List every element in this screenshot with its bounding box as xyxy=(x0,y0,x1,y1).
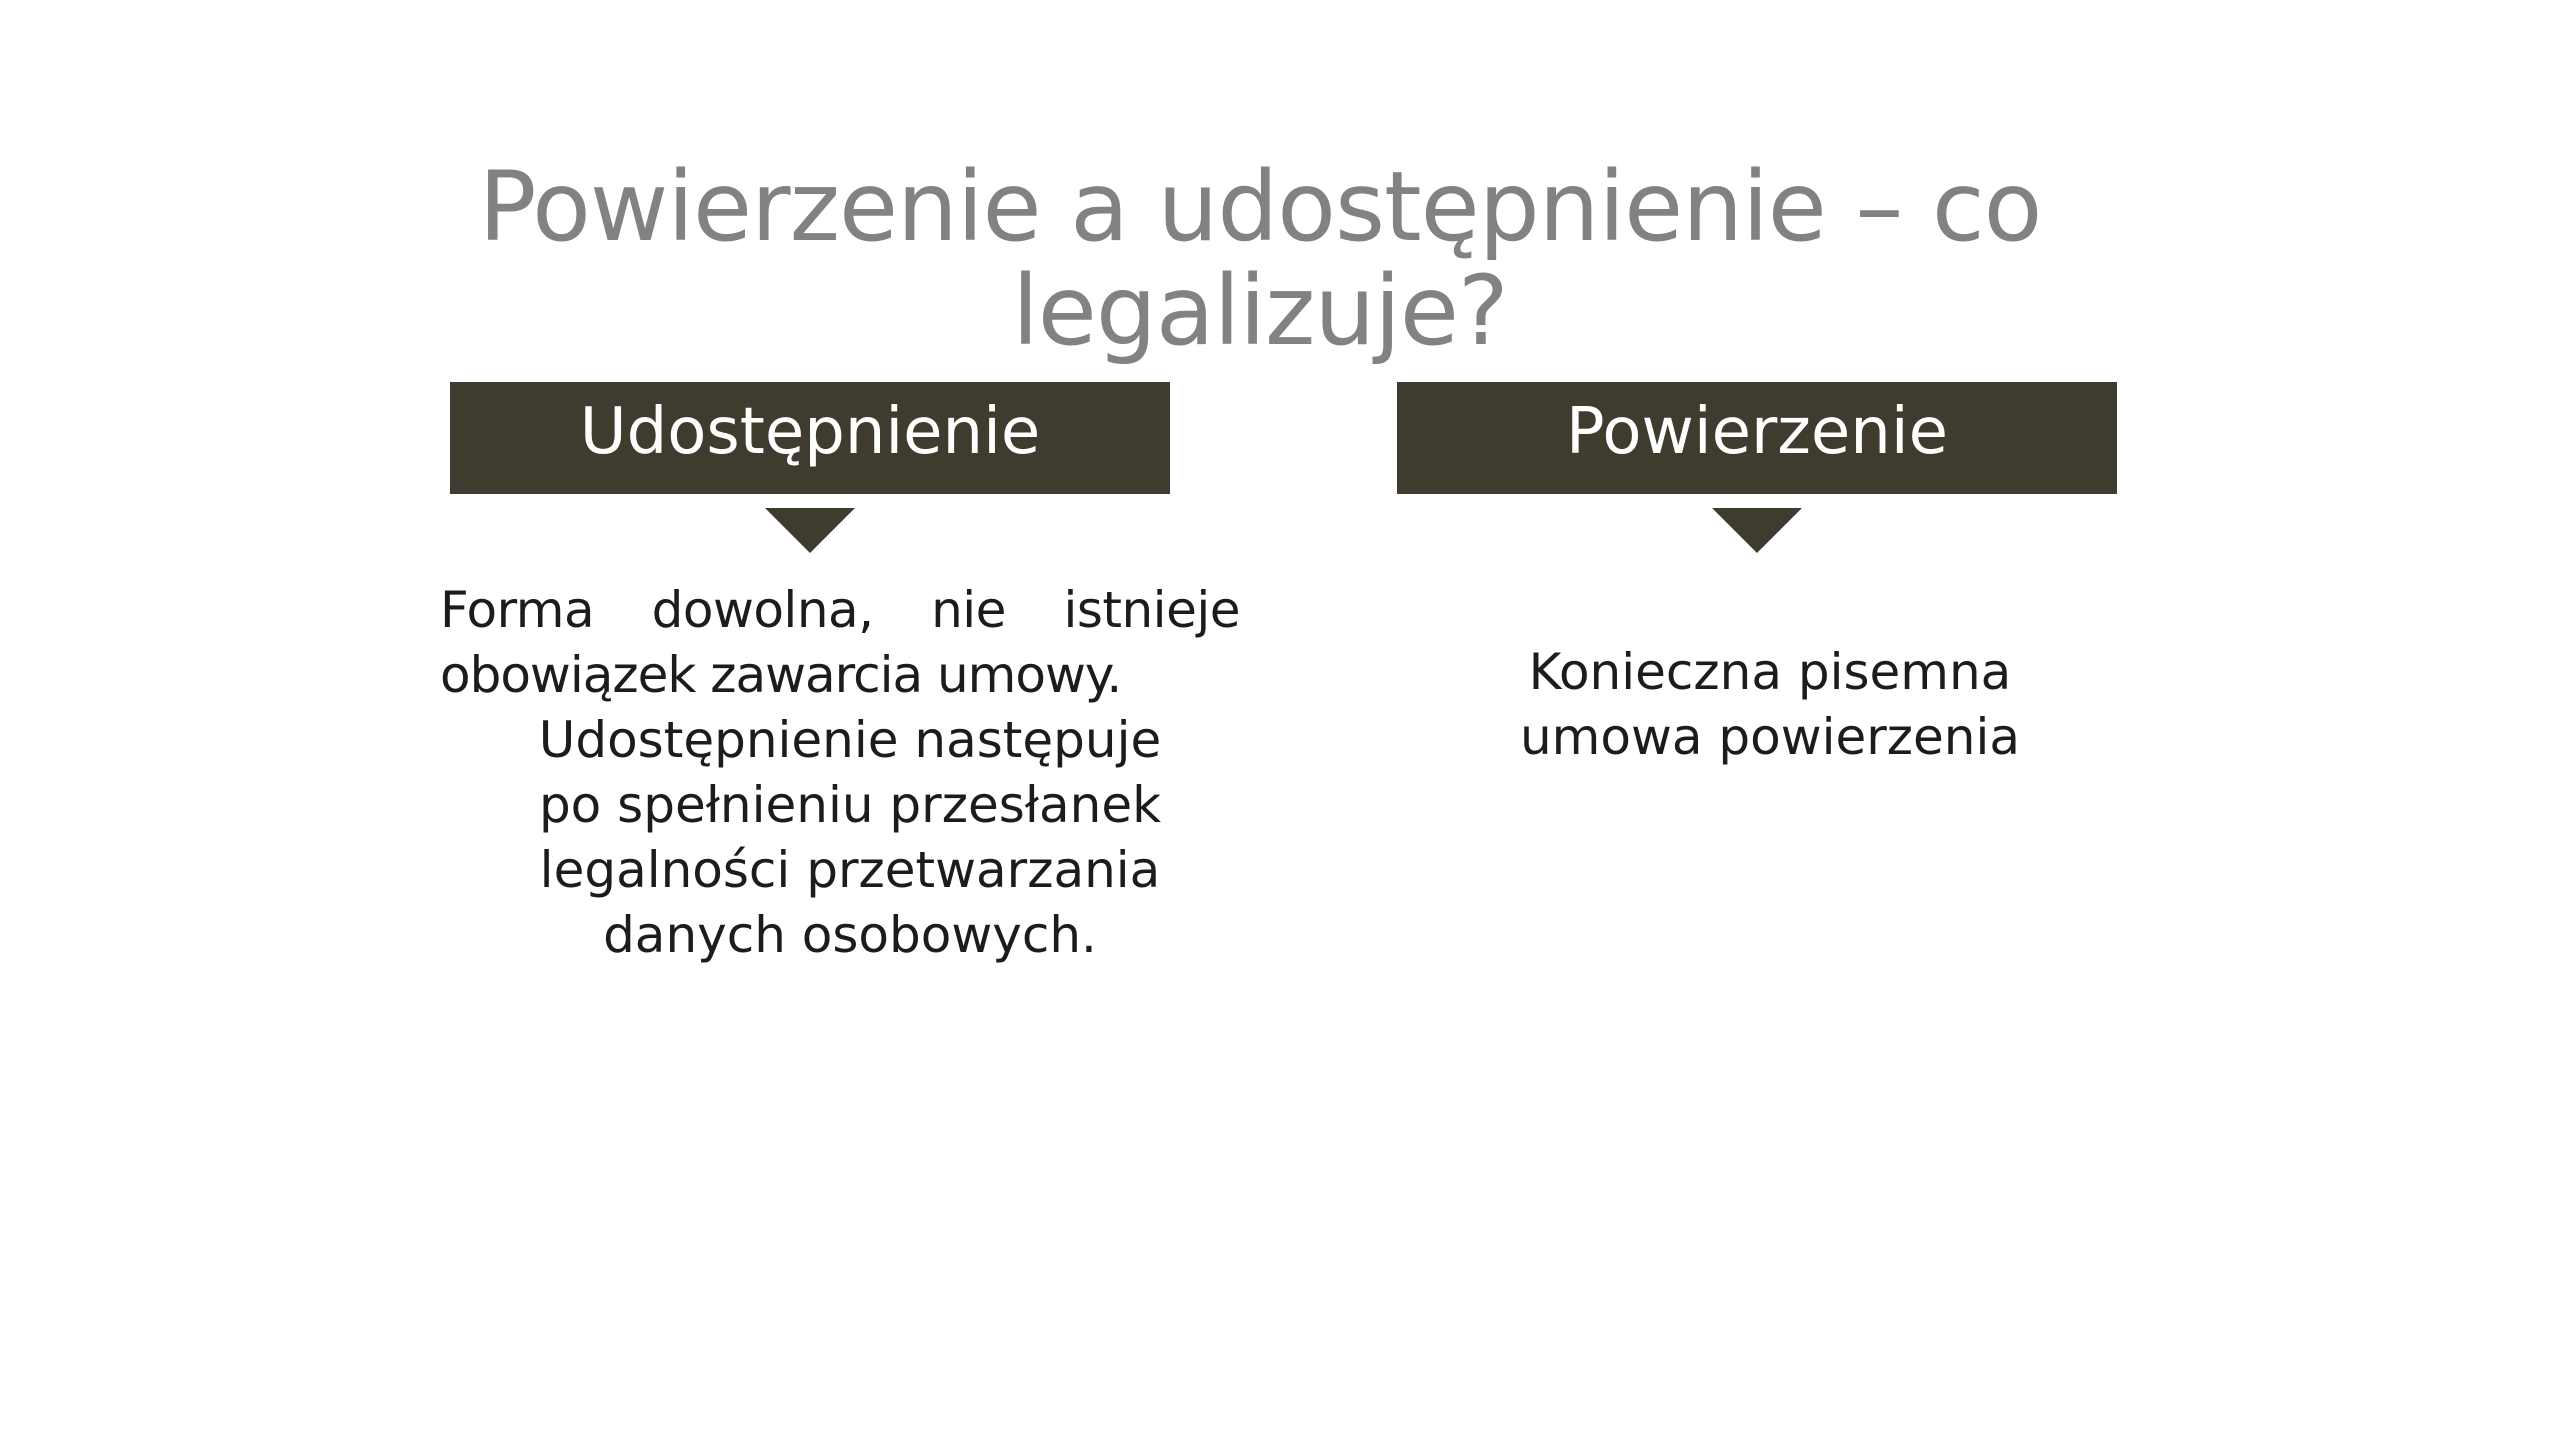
slide-title xyxy=(420,151,2100,367)
text-line: Forma dowolna, nie istnieje xyxy=(440,581,1240,639)
description-udostepnienie xyxy=(440,578,1240,968)
text-line: legalności przetwarzania xyxy=(539,841,1161,899)
down-arrow-icon xyxy=(765,508,855,553)
title-line-1: Powierzenie a udostępnienie – co xyxy=(478,151,2042,263)
text-line: umowa powierzenia xyxy=(1519,708,2021,766)
text-line: po spełnieniu przesłanek xyxy=(538,776,1162,834)
header-box-powierzenie xyxy=(1397,382,2117,494)
text-line: Konieczna pisemna xyxy=(1528,643,2012,701)
down-arrow-icon xyxy=(1712,508,1802,553)
header-label-powierzenie: Powierzenie xyxy=(1566,395,1948,469)
description-powierzenie xyxy=(1440,640,2100,770)
text-line: Udostępnienie następuje xyxy=(538,711,1162,769)
header-label-udostepnienie: Udostępnienie xyxy=(579,395,1041,469)
header-box-udostepnienie xyxy=(450,382,1170,494)
text-line: obowiązek zawarcia umowy. xyxy=(440,646,1122,704)
text-line: danych osobowych. xyxy=(603,906,1097,964)
title-line-2: legalizuje? xyxy=(1012,255,1508,367)
